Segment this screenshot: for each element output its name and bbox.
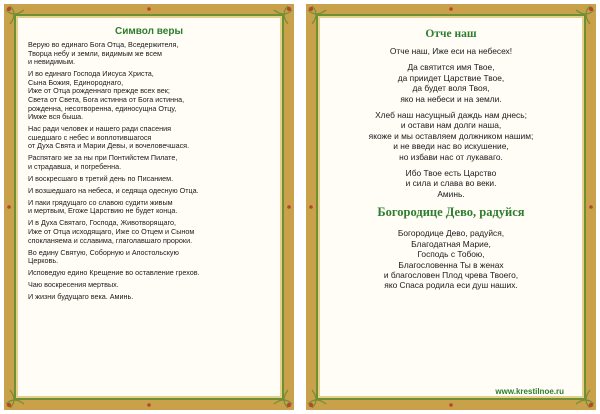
creed-paragraph: И воскресшаго в третий день по Писанием. bbox=[28, 173, 174, 183]
lords-prayer-card bbox=[306, 4, 596, 410]
lords-prayer-title: Отче наш bbox=[425, 28, 477, 40]
creed-paragraph: И жизни будущаго века. Аминь. bbox=[28, 292, 134, 302]
prayer-paragraph: Ибо Твое есть Царство и сила и слава во веки. Аминь. bbox=[405, 168, 497, 199]
creed-paragraph: Чаю воскресения мертвых. bbox=[28, 280, 119, 290]
website-link[interactable]: www.krestilnoe.ru bbox=[495, 387, 564, 396]
symbol-of-faith-card bbox=[4, 4, 294, 410]
symbol-of-faith-title: Символ веры bbox=[115, 26, 183, 37]
creed-paragraph: И во единаго Господа Иисуса Христа, Сына Божия, Единороднаго, Иже от Отца рожденнаго прежде всех век; Света от Света, Бога истинна от Бога истинна, рожденна, несотворенна, единосущна Отцу, Имже вся быша. bbox=[28, 69, 185, 122]
creed-paragraph: И в Духа Святаго, Господа, Животворящаго, Иже от Отца исходящаго, Иже со Отцем и Сыном спокланяема и сславима, глаголавшаго пророки. bbox=[28, 218, 195, 245]
creed-paragraph: И возшедшаго на небеса, и седяща одесную Отца. bbox=[28, 185, 199, 195]
creed-paragraph: Исповедую едино Крещение во оставление грехов. bbox=[28, 268, 200, 278]
creed-paragraph: И паки грядущаго со славою судити живым и мертвым, Егоже Царствию не будет конца. bbox=[28, 197, 178, 216]
creed-paragraph: Верую во единаго Бога Отца, Вседержителя, Творца небу и земли, видимым же всем и невидимым. bbox=[28, 40, 179, 67]
theotokos-prayer-title: Богородице Дево, радуйся bbox=[377, 205, 525, 220]
prayer-paragraph: Богородице Дево, радуйся, Благодатная Марие, Господь с Тобою, Благословенна Ты в женах и благословен Плод чрева Твоего, яко Спаса родила еси душ наших. bbox=[383, 228, 519, 291]
prayer-paragraph: Да святится имя Твое, да приидет Царствие Твое, да будет воля Твоя, яко на небеси и на земли. bbox=[397, 62, 505, 104]
creed-paragraph: Нас ради человек и нашего ради спасения сшедшаго с небес и воплотившагося от Духа Свята и Марии Девы, и вочеловечшася. bbox=[28, 124, 190, 151]
creed-paragraph: Во едину Святую, Соборную и Апостольскую Церковь. bbox=[28, 247, 179, 266]
creed-paragraph: Распятаго же за ны при Понтийстем Пилате, и страдавша, и погребенна. bbox=[28, 153, 178, 171]
prayer-paragraph: Отче наш, Иже еси на небесех! bbox=[389, 46, 513, 56]
prayer-paragraph: Хлеб наш насущный даждь нам днесь; и остави нам долги наша, якоже и мы оставляем должником нашим; и не введи нас во искушение, но избави нас от лукаваго. bbox=[368, 110, 534, 162]
